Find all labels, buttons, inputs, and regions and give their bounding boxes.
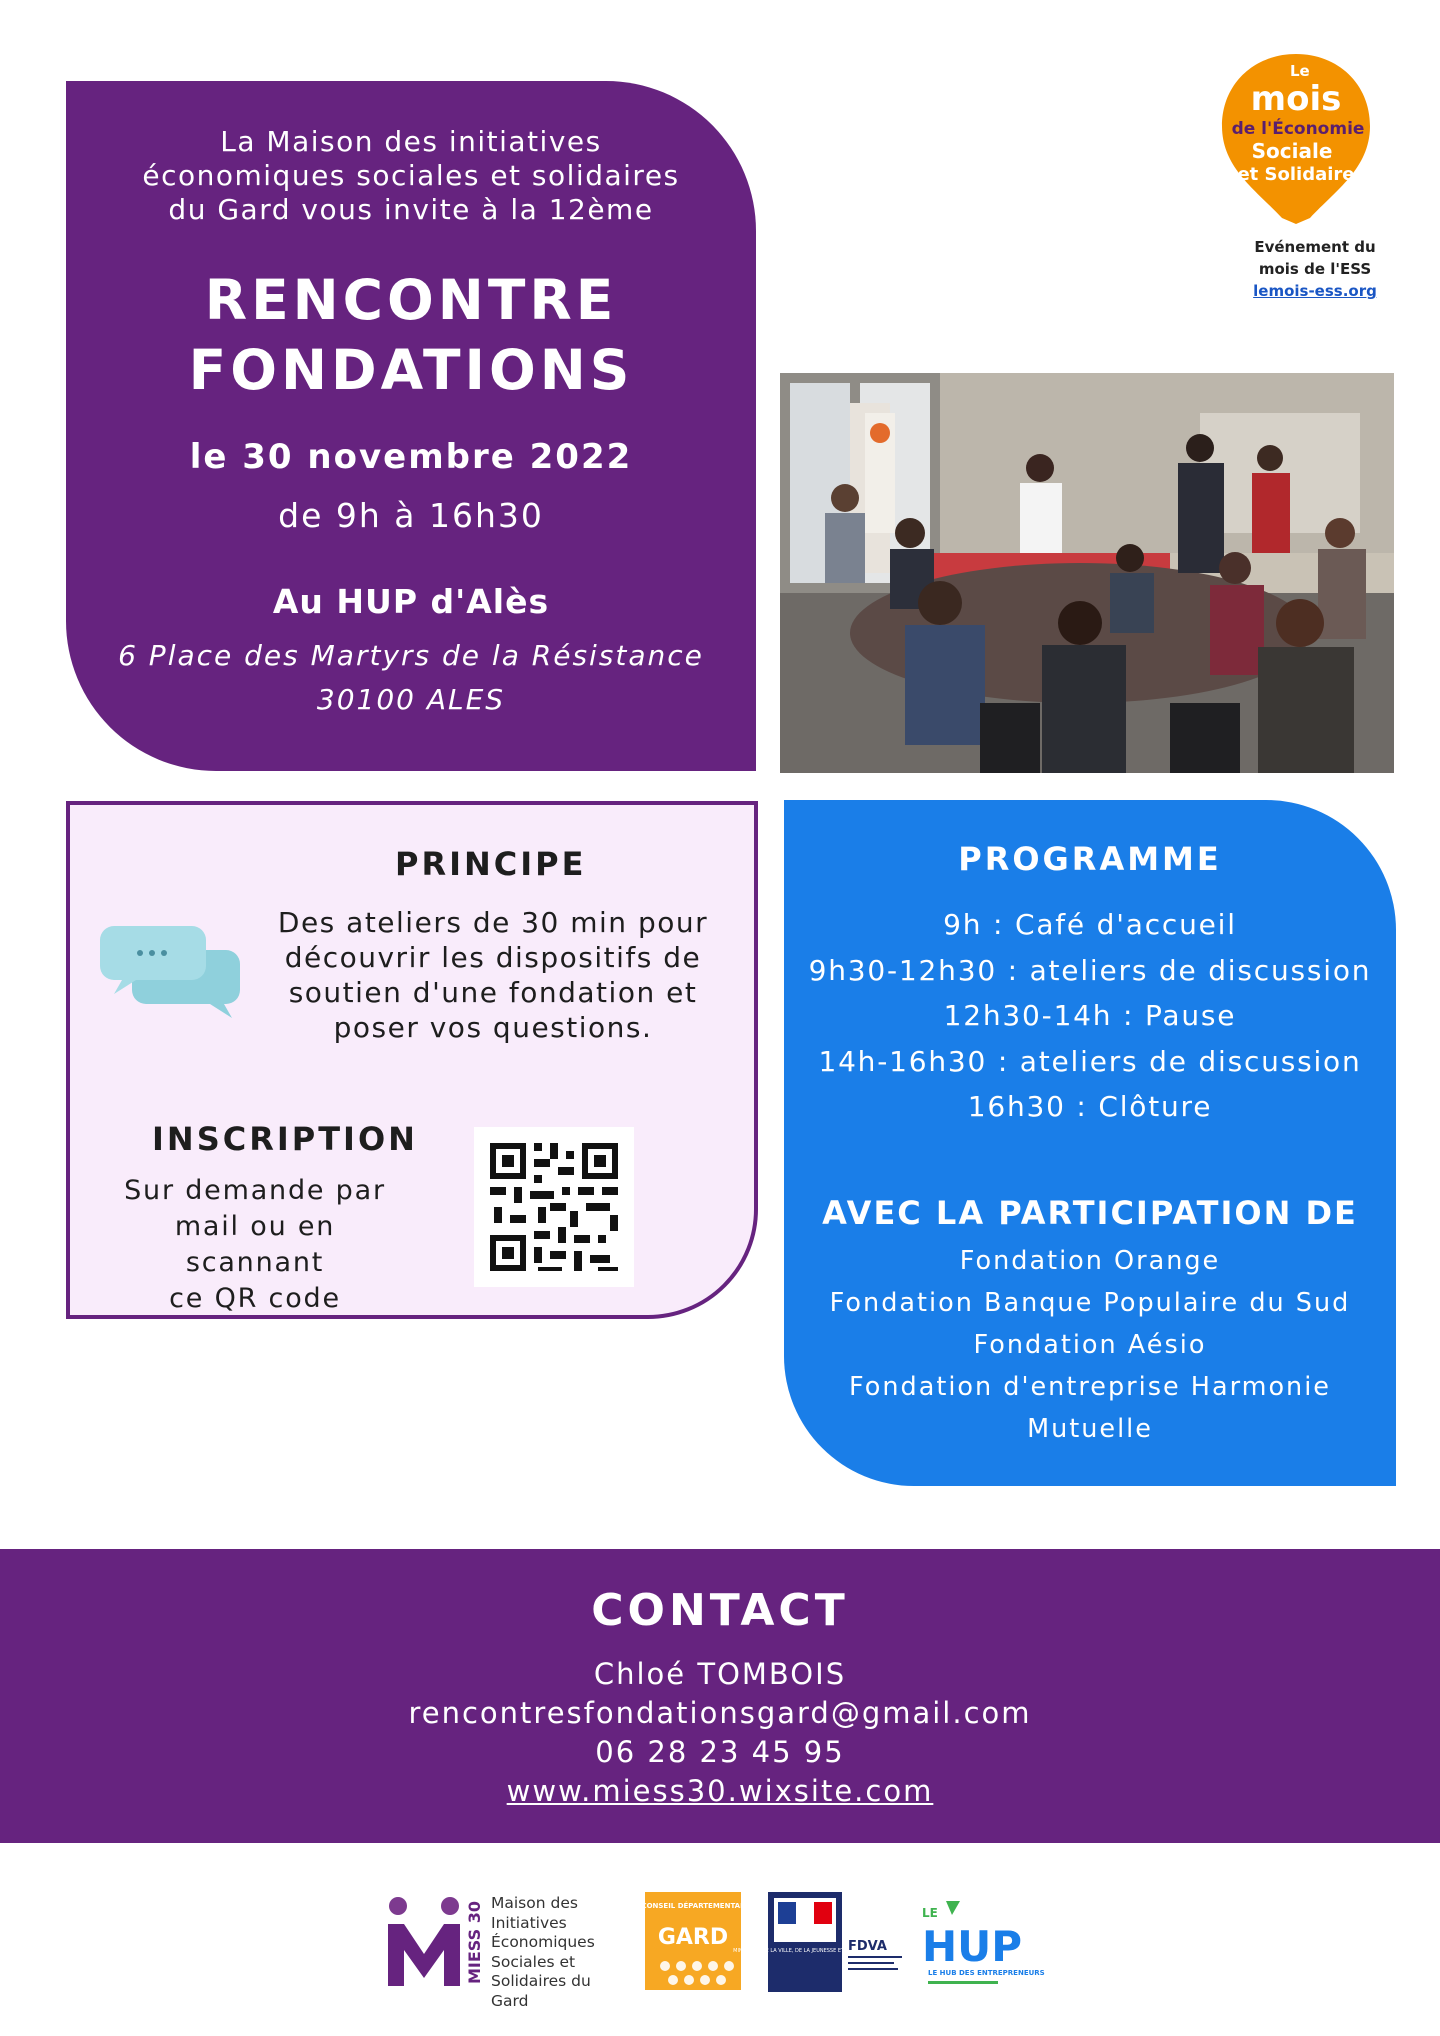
- gard-top-label: CONSEIL DÉPARTEMENTAL: [641, 1902, 745, 1910]
- event-hours: de 9h à 16h30: [278, 496, 544, 535]
- event-title: RENCONTRE FONDATIONS: [188, 268, 634, 402]
- contact-phone[interactable]: 06 28 23 45 95: [595, 1735, 845, 1769]
- mois-logo-line4: Sociale: [1251, 139, 1333, 163]
- contact-name: Chloé TOMBOIS: [593, 1657, 847, 1691]
- qr-code[interactable]: [474, 1127, 634, 1287]
- mois-caption-line2: mois de l'ESS: [1258, 260, 1372, 278]
- programme-item: 16h30 : Clôture: [967, 1090, 1213, 1123]
- programme-item: 9h30-12h30 : ateliers de discussion: [808, 953, 1372, 987]
- mois-ess-link[interactable]: lemois-ess.org: [1253, 282, 1377, 300]
- event-photo: [780, 373, 1394, 773]
- contact-details: [0, 1655, 1440, 1811]
- gard-logo: [641, 1892, 745, 1990]
- miess-vertical-label: MIESS 30: [465, 1901, 484, 1984]
- participant-item: Fondation Orange: [959, 1246, 1221, 1276]
- event-date: le 30 novembre 2022: [189, 437, 633, 477]
- hup-logo: [916, 1895, 1045, 1995]
- participant-item: Fondation Banque Populaire du Sud: [829, 1288, 1351, 1318]
- mois-logo-line1: Le: [1290, 62, 1310, 80]
- programme-list: [784, 902, 1396, 1130]
- fdva-label: FDVA: [848, 1939, 887, 1954]
- hup-sub-label: LE HUB DES ENTREPRENEURS: [928, 1969, 1045, 1977]
- miess-text: Maison des Initiatives Économiques Sociales et Solidaires du Gard: [491, 1894, 595, 2010]
- event-address: 6 Place des Martyrs de la Résistance 30100 ALES: [118, 639, 704, 716]
- inscription-title: INSCRIPTION: [152, 1120, 418, 1158]
- gard-name: GARD: [657, 1925, 729, 1950]
- contact-band: [0, 1549, 1440, 1843]
- principe-title: PRINCIPE: [395, 845, 587, 883]
- contact-title: CONTACT: [591, 1585, 849, 1636]
- programme-panel: [784, 800, 1396, 1486]
- mois-caption: [1225, 236, 1405, 302]
- miess-logo: [380, 1892, 630, 2010]
- mois-logo-line2: mois: [1250, 79, 1342, 119]
- event-photo-illustration: [780, 373, 1394, 773]
- programme-item: 14h-16h30 : ateliers de discussion: [818, 1044, 1362, 1078]
- contact-website-link[interactable]: www.miess30.wixsite.com: [506, 1774, 934, 1808]
- chat-bubbles-icon: [100, 920, 245, 1020]
- ministere-label: MINISTÈRE DE LA VILLE, DE LA JEUNESSE ET DES SPORTS: [733, 1948, 877, 1954]
- hero-panel: [66, 81, 756, 771]
- participation-list: [784, 1240, 1396, 1450]
- participant-item: Mutuelle: [1027, 1414, 1153, 1444]
- principe-text: Des ateliers de 30 min pour découvrir les dispositifs de soutien d'une fondation et poser vos questions.: [277, 906, 709, 1044]
- mois-logo-line5: et Solidaire: [1237, 164, 1355, 185]
- event-venue: Au HUP d'Alès: [272, 582, 550, 621]
- hup-name: HUP: [922, 1922, 1023, 1971]
- miess-m-icon: [380, 1892, 490, 1992]
- mois-ess-logo: [1218, 50, 1374, 224]
- contact-email[interactable]: rencontresfondationsgard@gmail.com: [408, 1696, 1032, 1730]
- programme-item: 9h : Café d'accueil: [943, 908, 1237, 941]
- participant-item: Fondation d'entreprise Harmonie: [849, 1372, 1331, 1402]
- hero-intro: La Maison des initiatives économiques sociales et solidaires du Gard vous invite à la 12ème: [142, 125, 680, 226]
- mois-logo-line3: de l'Économie: [1231, 119, 1365, 139]
- participation-title: AVEC LA PARTICIPATION DE: [822, 1194, 1358, 1232]
- hup-le-label: LE: [922, 1906, 938, 1920]
- programme-item: 12h30-14h : Pause: [943, 999, 1237, 1032]
- participant-item: Fondation Aésio: [973, 1330, 1207, 1360]
- inscription-text: Sur demande par mail ou en scannant ce QR code: [124, 1175, 386, 1314]
- principe-panel: [66, 801, 758, 1319]
- programme-title: PROGRAMME: [958, 840, 1222, 878]
- mois-caption-line1: Evénement du: [1254, 238, 1376, 256]
- ministere-logo: [733, 1892, 908, 1992]
